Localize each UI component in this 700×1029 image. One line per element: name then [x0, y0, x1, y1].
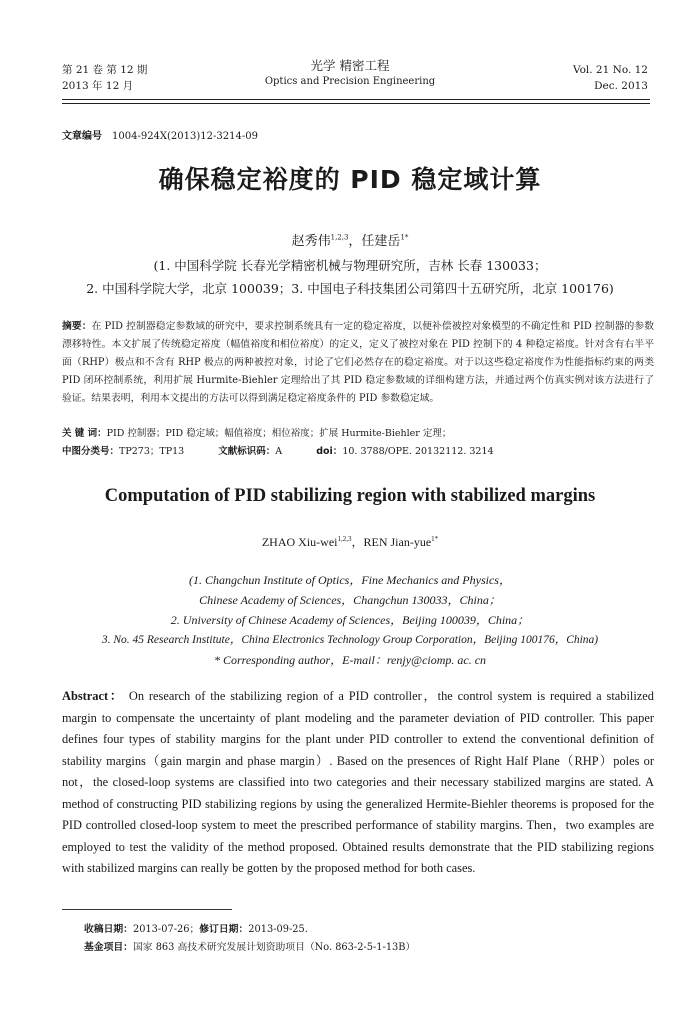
abstract-en-text: On research of the stabilizing region of a PID controller，the control system is required a stabilized margin to compensate the uncertainty of plant modeling and the parameter deviation of PID controller. This paper defines four types of stability margins for the plant under PID controller to extend the conventional definition of stability margins（gain margin and phase margin）. Based on the presences of Right Half Plane（RHP）poles or not，the closed-loop systems are classified into two categories and their necessary stabilized margins are stated. A method of constructing PID stabilizing regions by using the generalized Hermite-Biehler theorems is proposed for the PID controlled closed-loop system to meet the prescribed performance of stability margins. Then，two examples are employed to test the validity of the method proposed. Obtained results demonstrate that the PID stabilizing regions with stabilized margins can really be gotten by the proposed method for both cases.	[62, 689, 654, 875]
clc-label: 中图分类号：	[62, 446, 120, 457]
abstract-cn-label: 摘要：	[62, 321, 92, 332]
header-rule-top	[62, 99, 650, 100]
revised-label: 修订日期：	[199, 924, 249, 935]
title-cn: 确保稳定裕度的 PID 稳定域计算	[158, 165, 542, 194]
fund-label: 基金项目：	[84, 942, 133, 953]
author-ren-en-affil-sup: 1*	[431, 535, 439, 543]
volume-issue: 第 21 卷 第 12 期	[62, 64, 148, 76]
corresponding-author: * Corresponding author，E-mail：renjy@ciomp. ac. cn	[213, 653, 487, 667]
author-zhao-en: ZHAO Xiu-wei	[261, 535, 338, 549]
affiliation-en-line: 3. No. 45 Research Institute，China Electronics Technology Group Corporation，Beijing 100176，China)	[101, 634, 599, 646]
footnote-dates	[84, 922, 308, 938]
fund-value: 国家 863 高技术研究发展计划资助项目（No. 863-2-5-1-13B）	[132, 942, 416, 953]
author-zhao-en-affil-sup: 1,2,3	[337, 535, 352, 543]
author-zhao-affil-sup: 1,2,3	[330, 233, 349, 242]
journal-name-cn: 光学 精密工程	[310, 58, 390, 73]
affiliation-cn-line: 2. 中国科学院大学，北京 100039；3. 中国电子科技集团公司第四十五研究所，北京 100176)	[86, 281, 614, 296]
keywords-cn-text: PID 控制器；PID 稳定域；幅值裕度；相位裕度；扩展 Hurmite-Biehler 定理；	[106, 428, 452, 439]
keywords-cn-label: 关 键 词：	[62, 428, 107, 439]
article-number-label: 文章编号	[62, 131, 102, 142]
doc-code-label: 文献标识码：	[218, 446, 276, 457]
classification-line	[62, 444, 494, 460]
footnote-funding	[84, 940, 415, 956]
author-zhao-cn: 赵秀伟	[291, 234, 331, 249]
article-number-value: 1004-924X(2013)12-3214-09	[112, 131, 258, 142]
authors-cn	[0, 230, 700, 249]
abstract-cn	[62, 318, 654, 408]
affiliation-cn-line: (1. 中国科学院 长春光学精密机械与物理研究所，吉林 长春 130033；	[153, 258, 547, 273]
author-ren-cn: ，任建岳	[348, 234, 401, 249]
abstract-en	[62, 686, 654, 880]
footnote-rule	[62, 909, 232, 910]
authors-en	[0, 533, 700, 550]
affiliation-en-line: Chinese Academy of Sciences，Changchun 130033，China；	[199, 593, 501, 607]
journal-name-en: Optics and Precision Engineering	[264, 76, 436, 87]
doi-label: doi：	[316, 446, 343, 457]
journal-volume-info-en	[573, 62, 648, 94]
volume-issue-en: Vol. 21 No. 12	[572, 64, 648, 76]
affiliation-en-line: 2. University of Chinese Academy of Sciences，Beijing 100039，China；	[170, 613, 530, 627]
abstract-en-label: Abstract：	[62, 689, 125, 703]
abstract-cn-text: 在 PID 控制器稳定参数域的研究中，要求控制系统具有一定的稳定裕度，以便补偿被控对象模型的不确定性和 PID 控制器的参数漂移特性。本文扩展了传统稳定裕度（幅值裕度和相位裕度）的定义，定义了被控对象在 PID 控制下的 4 种稳定裕度。针对含有右半平面（RHP）极点和不含有 RHP 极点的两种被控对象，讨论了它们必然存在的稳定裕度。对于以这些稳定裕度作为性能指标约束的两类 PID 闭环控制系统，利用扩展 Hurmite-Biehler 定理给出了其 PID 稳定参数域的详细构建方法，并通过两个仿真实例对该方法进行了验证。结果表明，利用本文提出的方法可以得到满足稳定裕度条件的 PID 参数稳定域。	[62, 321, 655, 404]
author-ren-affil-sup: 1*	[400, 233, 409, 242]
keywords-cn	[62, 426, 451, 442]
affiliation-en-line: (1. Changchun Institute of Optics，Fine Mechanics and Physics，	[189, 573, 511, 587]
author-ren-en: ，REN Jian-yue	[351, 535, 432, 549]
revised-value: 2013-09-25.	[248, 924, 308, 935]
doc-code-value: A	[275, 446, 283, 457]
received-value: 2013-07-26；	[132, 924, 200, 935]
clc-value: TP273；TP13	[119, 446, 185, 457]
title-en: Computation of PID stabilizing region with stabilized margins	[104, 486, 596, 506]
header-rule-bottom	[62, 103, 650, 104]
article-number	[62, 127, 258, 142]
doi-value: 10. 3788/OPE. 20132112. 3214	[342, 446, 494, 457]
publication-date-cn: 2013 年 12 月	[62, 80, 134, 92]
received-label: 收稿日期：	[84, 924, 133, 935]
publication-date-en: Dec. 2013	[594, 80, 648, 92]
